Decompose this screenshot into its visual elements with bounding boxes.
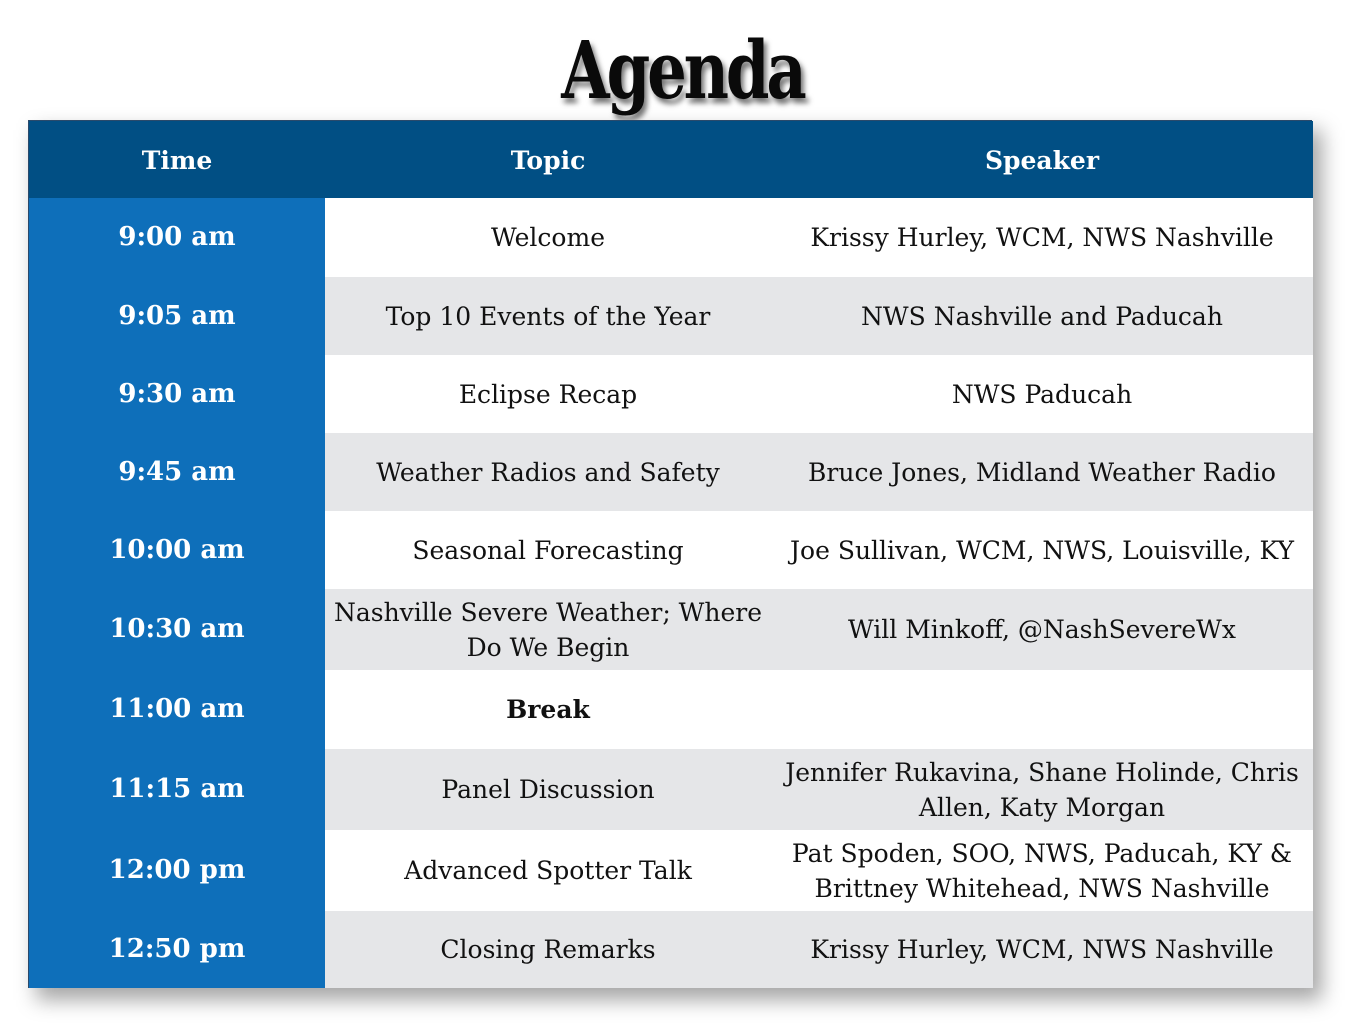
topic-cell: Nashville Severe Weather; Where Do We Begin: [333, 597, 763, 662]
table-row: [29, 670, 1313, 749]
time-cell: 9:05 am: [118, 300, 236, 331]
time-cell: 12:50 pm: [108, 934, 246, 964]
topic-cell: Seasonal Forecasting: [412, 535, 684, 565]
topic-cell: Weather Radios and Safety: [376, 457, 720, 487]
time-cell: 9:30 am: [118, 378, 236, 409]
table-row: [29, 277, 1313, 355]
topic-cell: Top 10 Events of the Year: [385, 301, 711, 331]
speaker-cell: Joe Sullivan, WCM, NWS, Louisville, KY: [790, 535, 1294, 565]
speaker-cell: Krissy Hurley, WCM, NWS Nashville: [810, 935, 1274, 964]
header-speaker: Speaker: [984, 146, 1100, 175]
speaker-cell: Jennifer Rukavina, Shane Holinde, Chris Allen, Katy Morgan: [785, 757, 1299, 822]
time-cell: 10:00 am: [109, 534, 245, 565]
topic-cell: Closing Remarks: [440, 935, 656, 964]
table-row: [29, 830, 1313, 911]
table-header: [29, 121, 1313, 198]
time-cell: 12:00 pm: [108, 855, 246, 885]
time-cell: 11:15 am: [109, 774, 245, 804]
table-row: [29, 911, 1313, 988]
table-row: [29, 749, 1313, 830]
page-title: Agenda: [561, 23, 804, 117]
table-row: [29, 589, 1313, 670]
table-row: [29, 511, 1313, 589]
speaker-cell: Will Minkoff, @NashSevereWx: [848, 615, 1236, 644]
topic-cell: Panel Discussion: [441, 775, 655, 804]
table-row: [29, 433, 1313, 511]
topic-cell: Welcome: [490, 223, 605, 252]
table-row: [29, 355, 1313, 433]
time-cell: 11:00 am: [109, 694, 245, 724]
agenda-table: [28, 120, 1312, 988]
topic-cell: Break: [506, 695, 590, 724]
table-row: [29, 198, 1313, 277]
speaker-cell: Bruce Jones, Midland Weather Radio: [808, 457, 1276, 487]
time-cell: 9:00 am: [118, 222, 236, 252]
topic-cell: Eclipse Recap: [458, 379, 638, 409]
speaker-cell: Pat Spoden, SOO, NWS, Paducah, KY & Brittney Whitehead, NWS Nashville: [791, 838, 1293, 903]
header-time: Time: [141, 146, 213, 175]
speaker-cell: Krissy Hurley, WCM, NWS Nashville: [810, 223, 1274, 252]
time-cell: 10:30 am: [109, 614, 245, 644]
header-topic: Topic: [510, 146, 586, 175]
speaker-cell: NWS Paducah: [951, 379, 1133, 409]
speaker-cell: [771, 670, 1313, 749]
time-cell: 9:45 am: [118, 456, 236, 487]
topic-cell: Advanced Spotter Talk: [404, 856, 692, 885]
speaker-cell: NWS Nashville and Paducah: [861, 301, 1223, 331]
